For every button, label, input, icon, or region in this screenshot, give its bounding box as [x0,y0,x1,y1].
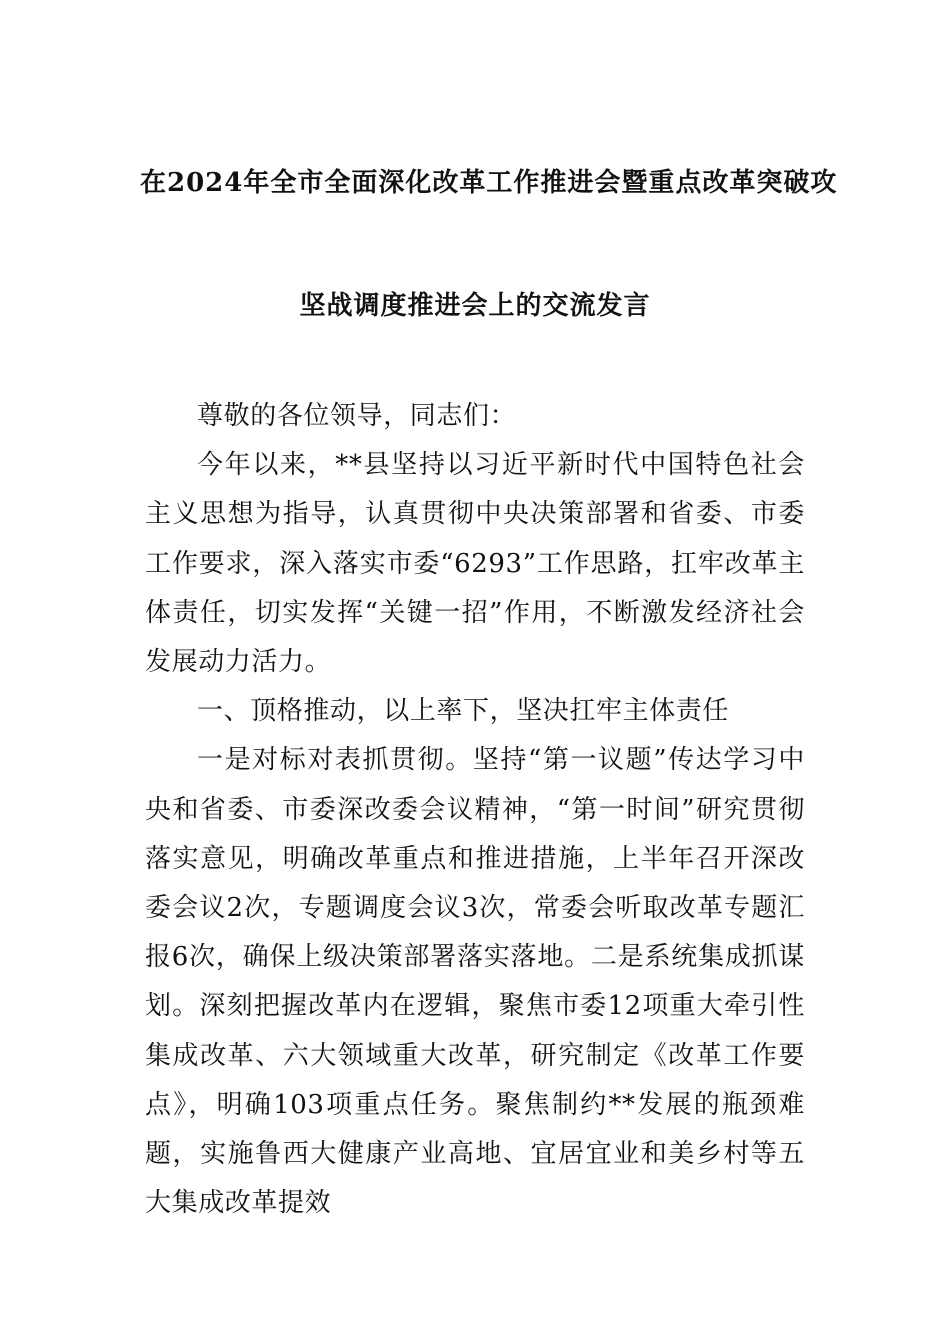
document-title-line-1: 在2024年全市全面深化改革工作推进会暨重点改革突破攻 [140,168,838,198]
body-paragraph: 一是对标对表抓贯彻。坚持“第一议题”传达学习中央和省委、市委深改委会议精神，“第一时间”研究贯彻落实意见，明确改革重点和推进措施，上半年召开深改委会议2次，专题调度会议3次，常委会听取改革专题汇报6次，确保上级决策部署落实落地。二是系统集成抓谋划。深刻把握改革内在逻辑，聚焦市委12项重大牵引性集成改革、六大领域重大改革，研究制定《改革工作要点》，明确103项重点任务。聚焦制约**发展的瓶颈难题，实施鲁西大健康产业高地、宜居宜业和美乡村等五大集成改革提效 [145,745,805,1219]
document-title-line-2: 坚战调度推进会上的交流发言 [299,291,651,321]
salutation-paragraph: 尊敬的各位领导，同志们： [197,401,517,431]
intro-paragraph: 今年以来，**县坚持以习近平新时代中国特色社会主义思想为指导，认真贯彻中央决策部署和省委、市委工作要求，深入落实市委“6293”工作思路，扛牢改革主体责任，切实发挥“关键一招”作用，不断激发经济社会发展动力活力。 [145,450,805,678]
section-heading-1: 一、顶格推动，以上率下，坚决扛牢主体责任 [197,696,730,727]
document-body [145,392,805,1228]
